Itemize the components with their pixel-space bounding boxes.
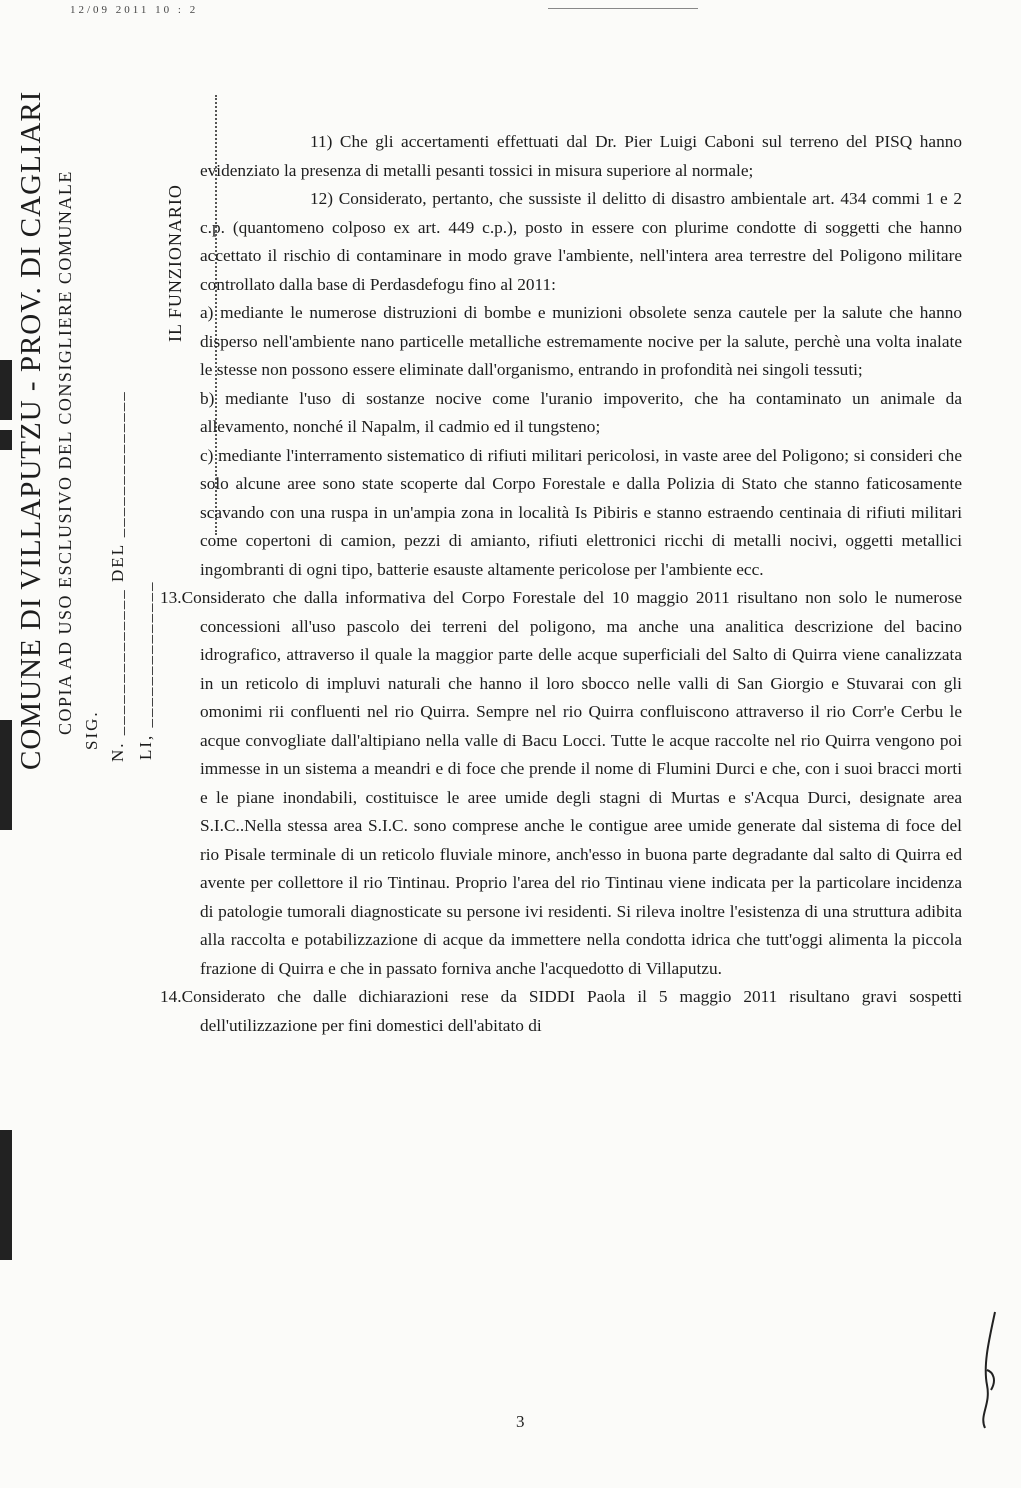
stamp-official: IL FUNZIONARIO [165,184,185,342]
scan-edge-mark [0,720,12,830]
stamp-li: LI, ______________ [136,580,155,760]
stamp-sig: SIG. [82,710,101,750]
paragraph-12a: a) mediante le numerose distruzioni di bombe e munizioni obsolete senza cautele per la salute che hanno disperso nell'ambiente nano particelle metalliche estremamente nocive per la salute, perchè una volta inalate le stesse non possono essere eliminate dall'organismo, entrando in profondità nei singoli tessuti; [200,303,962,379]
top-divider [548,8,698,9]
paragraph-14: 14.Considerato che dalle dichiarazioni rese da SIDDI Paola il 5 maggio 2011 risultano gravi sospetti dell'utilizzazione per fini domestici dell'abitato di [160,987,962,1035]
scan-edge-mark [0,430,12,450]
scan-edge-mark [0,1130,12,1260]
scan-edge-mark [0,360,12,420]
signature-mark [975,1310,1003,1430]
stamp-copy-use: COPIA AD USO ESCLUSIVO DEL CONSIGLIERE COMUNALE [55,170,75,735]
paragraph-11: 11) Che gli accertamenti effettuati dal Dr. Pier Luigi Caboni sul terreno del PISQ hanno evidenziato la presenza di metalli pesanti tossici in misura superiore al normale; [200,132,962,180]
fax-header-line: 12/09 2011 10 : 2 [70,4,199,16]
paragraph-13: 13.Considerato che dalla informativa del Corpo Forestale del 10 maggio 2011 risultano non solo le numerose concessioni all'uso pascolo dei terreni del poligono, ma anche una analitica descrizione del bacino idrografico, attraverso il quale la maggior parte delle acque superficiali del Salto di Quirra viene canalizzata in un reticolo di impluvi naturali che hanno il loro sbocco nelle valli di San Giorgio e Stuvarai con gli omonimi rii confluenti nel rio Quirra. Sempre nel rio Quirra confluiscono attraverso il rio Corr'e Cerbu le acque convogliate dall'altipiano nella valle di Bacu Locci. Tutte le acque raccolte nel rio Quirra vengono poi immesse in un sistema a meandri e di foce che prende il nome di Flumini Durci e che, con i suoi bracci morti e le piane inondabili, costituisce le aree umide degli stagni di Murtas e s'Acqua Durci, designate area S.I.C..Nella stessa area S.I.C. sono comprese anche le contigue aree umide generate dal sistema di foce del rio Pisale terminale di un reticolo fluviale minore, anch'esso in buona parte degradante dal salto di Quirra ed avente per collettore il rio Tintinau. Proprio l'area del rio Tintinau viene indicata per la particolare incidenza di patologie tumorali diagnosticate su persone ivi residenti. Si rileva inoltre l'esistenza di una struttura adibita alla raccolta e potabilizzazione di acque da immettere nella condotta idrica che tutt'oggi alimenta la piccola frazione di Quirra e che in passato forniva anche l'acquedotto di Villaputzu. [160,588,962,978]
page-number: 3 [516,1412,525,1431]
paragraph-12c: c) mediante l'interramento sistematico di rifiuti militari pericolosi, in vaste aree del Poligono; si consideri che solo alcune aree sono state scoperte dal Corpo Forestale e dalla Polizia di Stato che stanno faticosamente scavando con una ruspa in un'ampia zona in località Is Pibiris e stanno estraendo centinaia di rifiuti militari come copertoni di camion, pezzi di amianto, rifiuti elettronici ricchi di metalli nocivi, oggetti metallici ingombranti di ogni tipo, batterie esauste altamente pericolose per l'ambiente ecc. [200,445,962,579]
stamp-municipality: COMUNE DI VILLAPUTZU - PROV. DI CAGLIARI [15,90,47,770]
paragraph-12: 12) Considerato, pertanto, che sussiste il delitto di disastro ambientale art. 434 commi 1 e 2 c.p. (quantomeno colposo ex art. 449 c.p.), posto in essere con plurime condotte di soggetti che hanno accettato il rischio di contaminare in modo grave l'ambiente, nell'intera area terrestre del Poligono militare controllato dalla base di Perdasdefogu fino al 2011: [200,189,962,294]
stamp-number-date: N. ______________ DEL ______________ [108,390,127,762]
paragraph-12b: b) mediante l'uso di sostanze nocive come l'uranio impoverito, che ha contaminato un animale da allevamento, nonché il Napalm, il cadmio ed il tungsteno; [200,388,962,436]
document-body [150,128,962,1040]
